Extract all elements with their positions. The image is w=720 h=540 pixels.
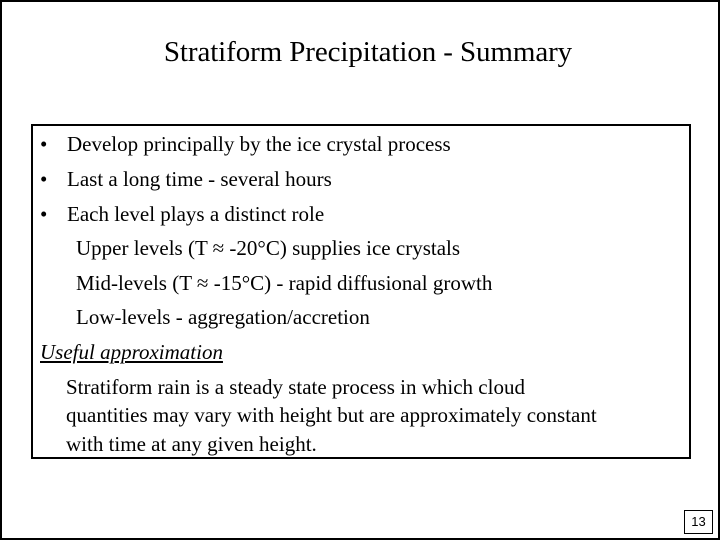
bullet-text: Each level plays a distinct role: [67, 202, 325, 226]
sub-item-text: Low-levels - aggregation/accretion: [76, 305, 370, 329]
slide-title: Stratiform Precipitation - Summary: [163, 36, 573, 68]
approximation-text: with time at any given height.: [66, 432, 317, 456]
sub-item-text: Mid-levels (T ≈ -15°C) - rapid diffusional growth: [76, 271, 493, 295]
approximation-text: quantities may vary with height but are approximately constant: [66, 403, 597, 427]
bullet-text: Last a long time - several hours: [67, 167, 332, 191]
bullet-text: Develop principally by the ice crystal process: [67, 132, 451, 156]
bullet-dot: •: [40, 167, 48, 191]
bullet-dot: •: [40, 202, 48, 226]
sub-item-text: Upper levels (T ≈ -20°C) supplies ice crystals: [76, 236, 461, 260]
page-number: 13: [684, 510, 713, 534]
approximation-text: Stratiform rain is a steady state process in which cloud: [66, 375, 525, 399]
content-box: [31, 124, 691, 459]
approximation-label: Useful approximation: [40, 340, 223, 364]
bullet-dot: •: [40, 132, 48, 156]
